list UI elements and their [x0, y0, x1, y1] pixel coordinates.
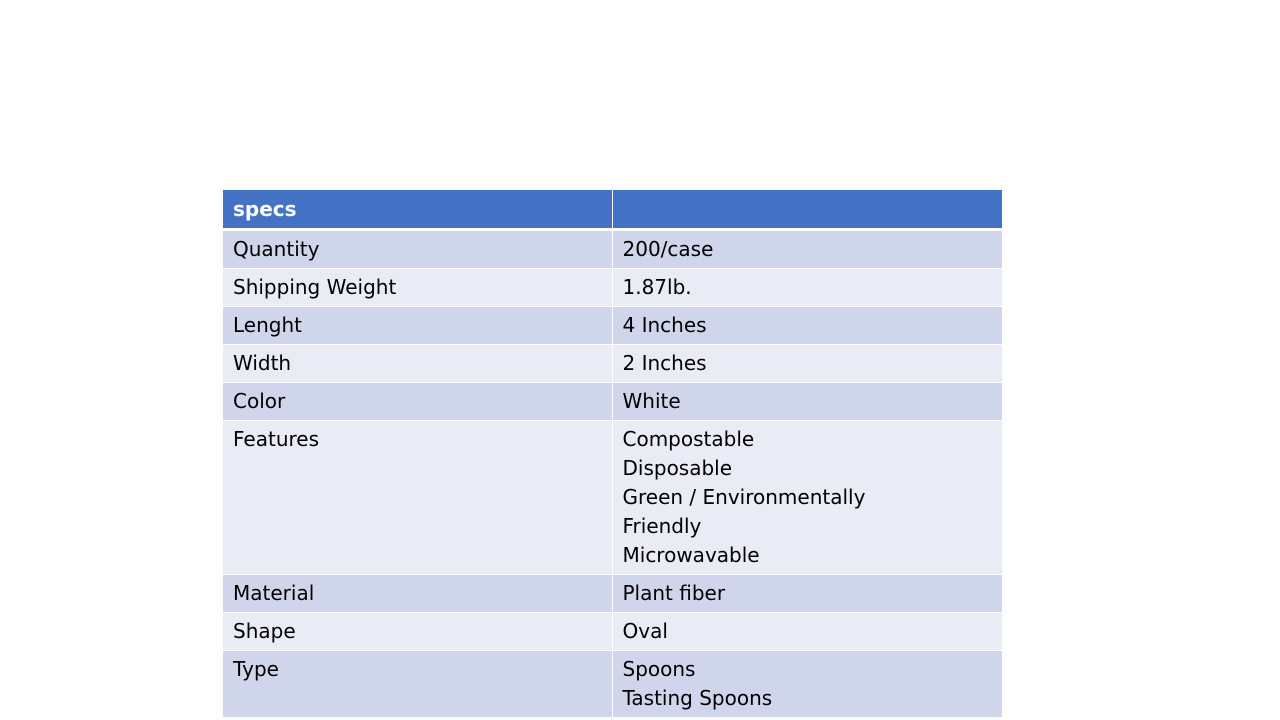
spec-value — [612, 651, 1002, 718]
spec-value-line: Tasting Spoons — [622, 686, 773, 710]
spec-value-line: 200/case — [622, 237, 714, 261]
spec-value-line: 2 Inches — [622, 351, 707, 375]
table-row — [223, 269, 1002, 307]
table-row — [223, 651, 1002, 718]
spec-value-line: 4 Inches — [622, 313, 707, 337]
spec-value — [612, 307, 1002, 345]
spec-label: Material — [223, 575, 612, 613]
table-row — [223, 421, 1002, 575]
spec-value — [612, 230, 1002, 269]
table-row — [223, 307, 1002, 345]
spec-value-line: Compostable — [622, 427, 755, 451]
specs-table — [223, 190, 1002, 717]
table-row — [223, 613, 1002, 651]
spec-value — [612, 575, 1002, 613]
spec-value-line: Oval — [622, 619, 668, 643]
spec-value — [612, 383, 1002, 421]
spec-value-line: Disposable — [622, 456, 733, 480]
spec-label: Width — [223, 345, 612, 383]
spec-value — [612, 345, 1002, 383]
spec-label: Lenght — [223, 307, 612, 345]
spec-label: Color — [223, 383, 612, 421]
header-cell-empty — [612, 190, 1002, 230]
spec-label: Type — [223, 651, 612, 718]
header-cell-specs: specs — [223, 190, 612, 230]
table-header-row — [223, 190, 1002, 230]
spec-value — [612, 613, 1002, 651]
table-row — [223, 575, 1002, 613]
spec-value-line: Spoons — [622, 657, 696, 681]
table-row — [223, 345, 1002, 383]
spec-value — [612, 421, 1002, 575]
spec-value-line: Friendly — [622, 514, 702, 538]
table-body — [223, 230, 1002, 718]
spec-value-line: White — [622, 389, 681, 413]
spec-label: Quantity — [223, 230, 612, 269]
spec-value-line: Plant fiber — [622, 581, 726, 605]
table-row — [223, 383, 1002, 421]
table-row — [223, 230, 1002, 269]
spec-value-line: 1.87lb. — [622, 275, 692, 299]
spec-value — [612, 269, 1002, 307]
spec-label: Shape — [223, 613, 612, 651]
spec-label: Features — [223, 421, 612, 575]
spec-value-line: Green / Environmentally — [622, 485, 866, 509]
spec-label: Shipping Weight — [223, 269, 612, 307]
spec-value-line: Microwavable — [622, 543, 760, 567]
